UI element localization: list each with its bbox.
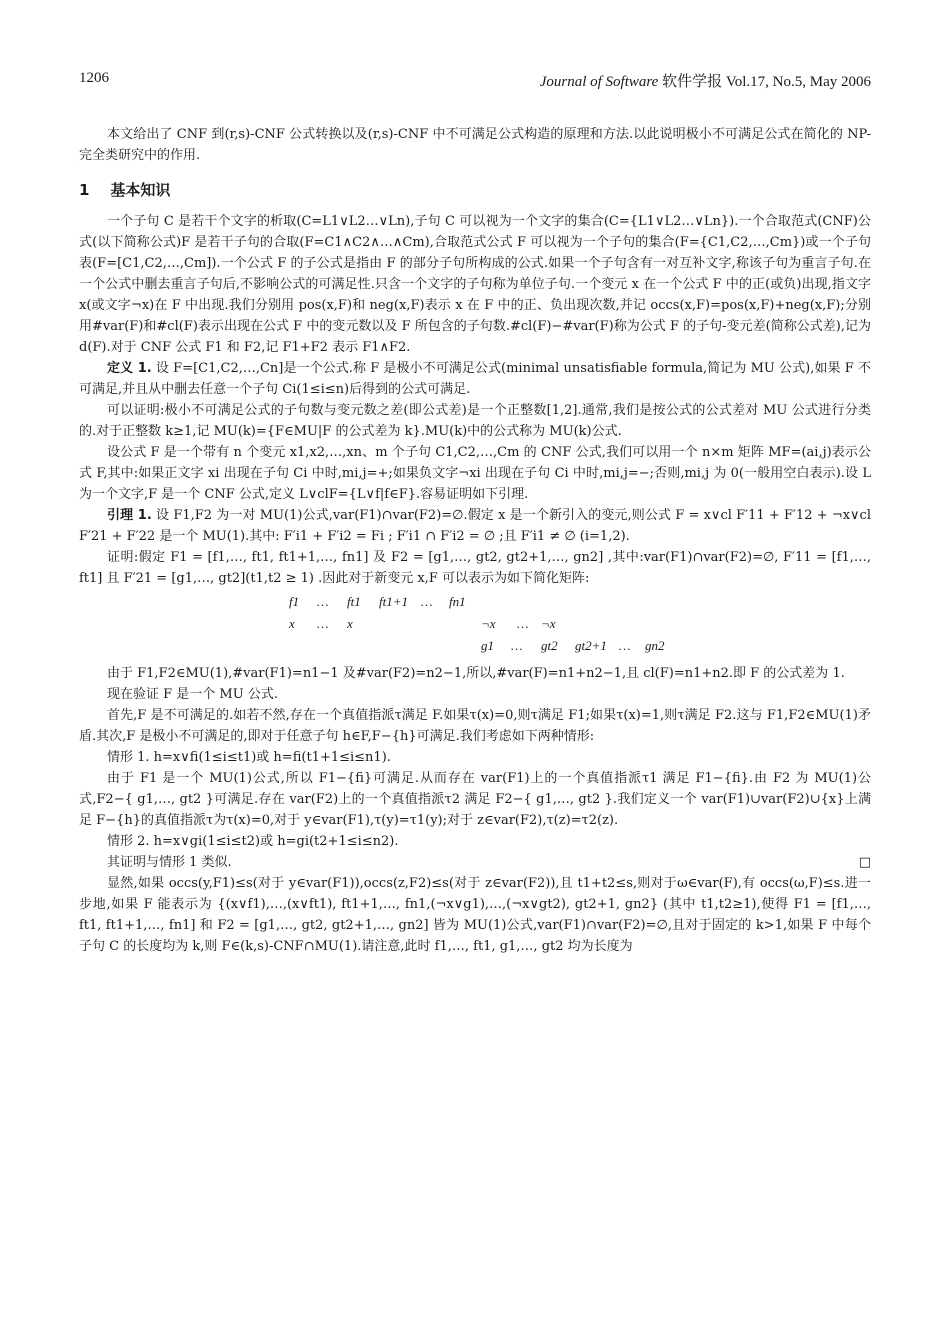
matrix-cell: g1 xyxy=(481,638,494,653)
matrix-cell: ft1 xyxy=(347,594,361,609)
matrix-cell: gt2+1 xyxy=(575,638,607,653)
journal-name-cn: 软件学报 xyxy=(662,74,723,90)
lemma-label: 引理 1. xyxy=(107,508,152,523)
definition-1 xyxy=(79,358,871,400)
definition-text: 设 F=[C1,C2,…,Cn]是一个公式.称 F 是极小不可满足公式(minimal unsatisfiable formula,简记为 MU 公式),如果 F 不可满足,并且从中删去任意一个子句 Ci(1≤i≤n)后得到的公式可满足. xyxy=(79,361,871,397)
proof-verify-mu: 现在验证 F 是一个 MU 公式. xyxy=(107,687,278,702)
journal-name-en: Journal of Software xyxy=(539,74,659,90)
matrix-row-f xyxy=(79,591,871,613)
matrix-cell: … xyxy=(511,638,523,653)
matrix-cell: gt2 xyxy=(541,638,558,653)
qed-icon: □ xyxy=(858,855,871,870)
proof-unsatisfiable: 首先,F 是不可满足的.如若不然,存在一个真值指派τ满足 F.如果τ(x)=0,则τ满足 F1;如果τ(x)=1,则τ满足 F2.这与 F1,F2∈MU(1)矛盾.其次,F 是极小不可满足的,即对于任意子句 h∈F,F−{h}可满足.我们考虑如下两种情形: xyxy=(79,708,871,744)
page-number: 1206 xyxy=(79,70,109,86)
case-1-proof: 由于 F1 是一个 MU(1)公式,所以 F1−{fi}可满足.从而存在 var(F1)上的一个真值指派τ1 满足 F1−{fi}.由 F2 为 MU(1)公式,F2−{ g1,…, gt2 }可满足.存在 var(F2)上的一个真值指派τ2 满足 F2−{ g1,…, gt2 }.我们定义一个 var(F1)∪var(F2)∪{x}上满足 F−{h}的真值指派τ为τ(x)=0,对于 y∈var(F1),τ(y)=τ1(y);对于 z∈var(F2),τ(z)=τ2(z). xyxy=(79,771,871,828)
definition-label: 定义 1. xyxy=(107,361,152,376)
case-2-proof-text: 其证明与情形 1 类似. xyxy=(107,855,232,870)
journal-info xyxy=(540,70,871,91)
proof-intro: 证明:假定 F1 = [f1,…, ft1, ft1+1,…, fn1] 及 F2 = [g1,…, gt2, gt2+1,…, gn2] ,其中:var(F1)∩var(F2)=∅, F′11 = [f1,…, ft1] 且 F′21 = [g1,…, gt2](t1,t2 ≥ 1) .因此对于新变元 x,F 可以表示为如下简化矩阵: xyxy=(79,550,871,586)
lemma-1 xyxy=(79,505,871,547)
intro-paragraph: 本文给出了 CNF 到(r,s)-CNF 公式转换以及(r,s)-CNF 中不可满足公式构造的原理和方法.以此说明极小不可满足公式在简化的 NP-完全类研究中的作用. xyxy=(79,127,871,163)
matrix-cell: ¬x xyxy=(541,616,556,631)
matrix-cell: ft1+1 xyxy=(379,594,408,609)
matrix-row-g xyxy=(79,635,871,657)
matrix-cell: f1 xyxy=(289,594,300,609)
paragraph-definitions: 一个子句 C 是若干个文字的析取(C=L1∨L2…∨Ln),子句 C 可以视为一个文字的集合(C={L1∨L2…∨Ln}).一个合取范式(CNF)公式(以下简称公式)F 是若干子句的合取(F=C1∧C2∧…∧Cm),合取范式公式 F 可以视为一个子句的集合(F={C1,C2,…,Cm})或一个子句表(F=[C1,C2,…,Cm]).一个公式 F 的子公式是指由 F 的部分子句所构成的公式.如果一个子句含有一对互补文字,称该子句为重言子句.在一个公式中删去重言子句后,不影响公式的可满足性.只含一个文字的子句称为单位子句.一个变元 x 在一个公式 F 中的正(或负)出现,指文字 x(或文字¬x)在 F 中出现.我们分别用 pos(x,F)和 neg(x,F)表示 x 在 F 中的正、负出现次数,并记 occs(x,F)=pos(x,F)+neg(x,F);分别用#var(F)和#cl(F)表示出现在公式 F 中的变元数以及 F 所包含的子句数.#cl(F)−#var(F)称为公式 F 的子句-变元差(简称公式差),记为 d(F).对于 CNF 公式 F1 和 F2,记 F1+F2 表示 F1∧F2. xyxy=(79,214,871,355)
case-2-heading: 情形 2. h=x∨gi(1≤i≤t2)或 h=gi(t2+1≤i≤n2). xyxy=(107,834,399,849)
case-2-proof xyxy=(79,852,871,873)
matrix-cell: … xyxy=(317,616,329,631)
section-number: 1 xyxy=(79,181,90,199)
case-1-heading: 情形 1. h=x∨fi(1≤i≤t1)或 h=fi(t1+1≤i≤n1). xyxy=(107,750,391,765)
journal-volume: Vol.17, No.5, May 2006 xyxy=(725,74,871,90)
matrix-cell: … xyxy=(317,594,329,609)
matrix-row-x xyxy=(79,613,871,635)
simplified-matrix xyxy=(79,591,871,657)
section-heading xyxy=(79,180,871,201)
paper-body xyxy=(79,124,871,957)
paragraph-matrix-representation: 设公式 F 是一个带有 n 个变元 x1,x2,…,xn、m 个子句 C1,C2,…,Cm 的 CNF 公式,我们可以用一个 n×m 矩阵 MF=(ai,j)表示公式 F,其中:如果正文字 xi 出现在子句 Ci 中时,mi,j=+;如果负文字¬xi 出现在子句 Ci 中时,mi,j=−;否则,mi,j 为 0(一般用空白表示).设 L 为一个文字,F 是一个 CNF 公式,定义 L∨clF={L∨f|f∈F}.容易证明如下引理. xyxy=(79,445,871,502)
paragraph-mu-classes: 可以证明:极小不可满足公式的子句数与变元数之差(即公式差)是一个正整数[1,2].通常,我们是按公式的公式差对 MU 公式进行分类的.对于正整数 k≥1,记 MU(k)={F∈MU|F 的公式差为 k}.MU(k)中的公式称为 MU(k)公式. xyxy=(79,403,871,439)
lemma-text: 设 F1,F2 为一对 MU(1)公式,var(F1)∩var(F2)=∅.假定 x 是一个新引入的变元,则公式 F = x∨cl F′11 + F′12 + ¬x∨cl F′21 + F′22 是一个 MU(1).其中: F′i1 + F′i2 = Fi ; F′i1 ∩ F′i2 = ∅ ;且 F′i1 ≠ ∅ (i=1,2). xyxy=(79,508,871,544)
matrix-cell: x xyxy=(289,616,295,631)
matrix-cell: … xyxy=(619,638,631,653)
paragraph-ks-cnf: 显然,如果 occs(y,F1)≤s(对于 y∈var(F1)),occs(z,F2)≤s(对于 z∈var(F2)),且 t1+t2≤s,则对于ω∈var(F),有 occs(ω,F)≤s.进一步地,如果 F 能表示为 {(x∨f1),…,(x∨ft1), ft1+1,…, fn1,(¬x∨g1),…,(¬x∨gt2), gt2+1, gn2} (其中 t1,t2≥1),使得 F1 = [f1,…, ft1, ft1+1,…, fn1] 和 F2 = [g1,…, gt2, gt2+1,…, gn2] 皆为 MU(1)公式,var(F1)∩var(F2)=∅,且对于固定的 k>1,如果 F 中每个子句 C 的长度均为 k,则 F∈(k,s)-CNF∩MU(1).请注意,此时 f1,…, ft1, g1,…, gt2 均为长度为 xyxy=(79,876,871,954)
section-title: 基本知识 xyxy=(110,181,171,199)
matrix-cell: fn1 xyxy=(449,594,466,609)
matrix-cell: ¬x xyxy=(481,616,496,631)
matrix-cell: … xyxy=(421,594,433,609)
matrix-cell: gn2 xyxy=(645,638,665,653)
proof-formula-difference: 由于 F1,F2∈MU(1),#var(F1)=n1−1 及#var(F2)=n2−1,所以,#var(F)=n1+n2−1,且 cl(F)=n1+n2.即 F 的公式差为 1. xyxy=(107,666,845,681)
matrix-cell: x xyxy=(347,616,353,631)
matrix-cell: … xyxy=(517,616,529,631)
